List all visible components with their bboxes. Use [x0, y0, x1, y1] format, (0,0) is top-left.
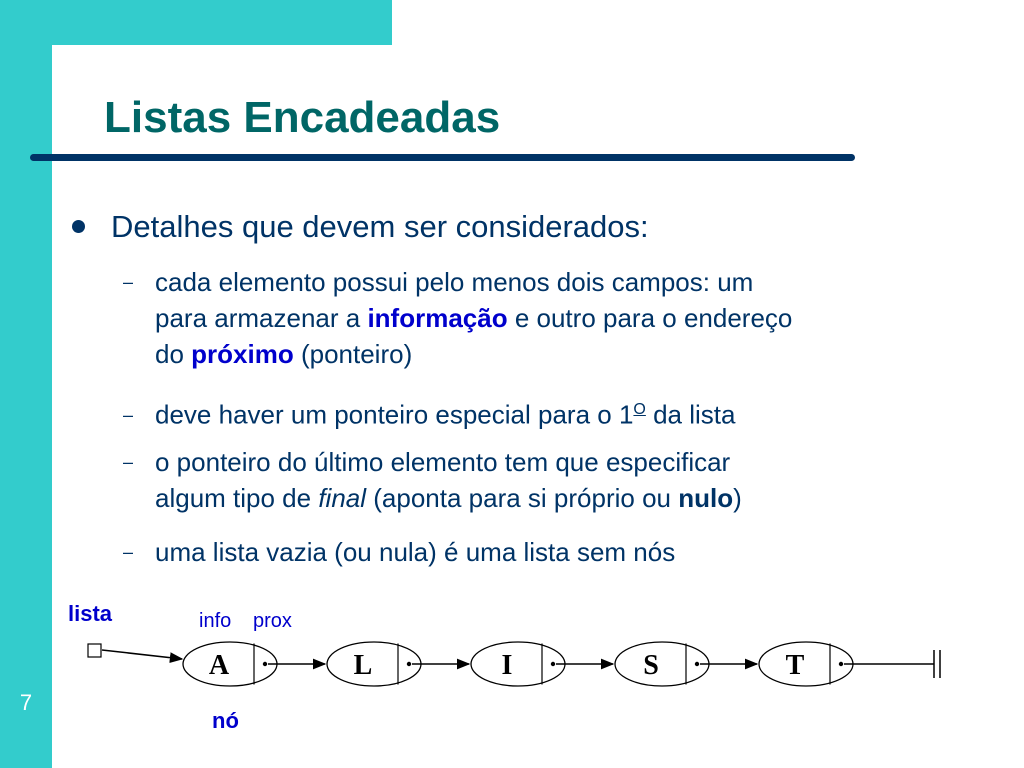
- sub-bullet-last-pointer-line-1: – o ponteiro do último elemento tem que especificar: [123, 444, 742, 480]
- field-prox-label: prox: [253, 610, 292, 632]
- sub-bullet-fields-line-3: do próximo (ponteiro): [155, 339, 413, 369]
- dash-icon: –: [123, 452, 134, 472]
- italic-final: final: [318, 483, 367, 513]
- node-t-info: T: [785, 650, 805, 681]
- node-l-info: L: [353, 650, 373, 681]
- node-s-info: S: [643, 650, 659, 681]
- node-a-info: A: [208, 650, 230, 681]
- node-t-pointer-dot: [839, 662, 843, 666]
- keyword-informacao: informação: [367, 303, 508, 333]
- bold-nulo: nulo: [678, 483, 734, 513]
- sub-bullet-last-pointer-line-2: algum tipo de final (aponta para si próprio ou nulo): [155, 483, 742, 513]
- head-pointer-label: lista: [68, 601, 113, 626]
- sub-bullet-fields-line-1: – cada elemento possui pelo menos dois campos: um: [123, 264, 792, 300]
- node-s-pointer-dot: [695, 662, 699, 666]
- head-pointer-box: [88, 644, 101, 657]
- node-label: nó: [212, 708, 239, 733]
- node-i-pointer-dot: [551, 662, 555, 666]
- node-l-pointer-dot: [407, 662, 411, 666]
- head-pointer-arrow: [102, 650, 182, 659]
- sub-bullet-empty-list: – uma lista vazia (ou nula) é uma lista sem nós: [123, 534, 675, 570]
- bullet-main-text: Detalhes que devem ser considerados:: [111, 209, 649, 244]
- slide-title: Listas Encadeadas: [104, 93, 501, 142]
- dash-icon: –: [123, 272, 134, 292]
- ordinal-superscript: O: [633, 401, 646, 418]
- keyword-proximo: próximo: [191, 339, 294, 369]
- sub-bullet-fields-line-2: para armazenar a informação e outro para o endereço: [155, 303, 793, 333]
- sub-bullet-head-pointer: – deve haver um ponteiro especial para o $1^O$ da lista: [123, 392, 735, 433]
- dash-icon: –: [123, 404, 134, 425]
- dash-icon: –: [123, 542, 134, 562]
- node-a-pointer-dot: [263, 662, 267, 666]
- node-i-info: I: [501, 650, 513, 681]
- slide-number: 7: [19, 690, 33, 715]
- field-info-label: info: [199, 610, 232, 632]
